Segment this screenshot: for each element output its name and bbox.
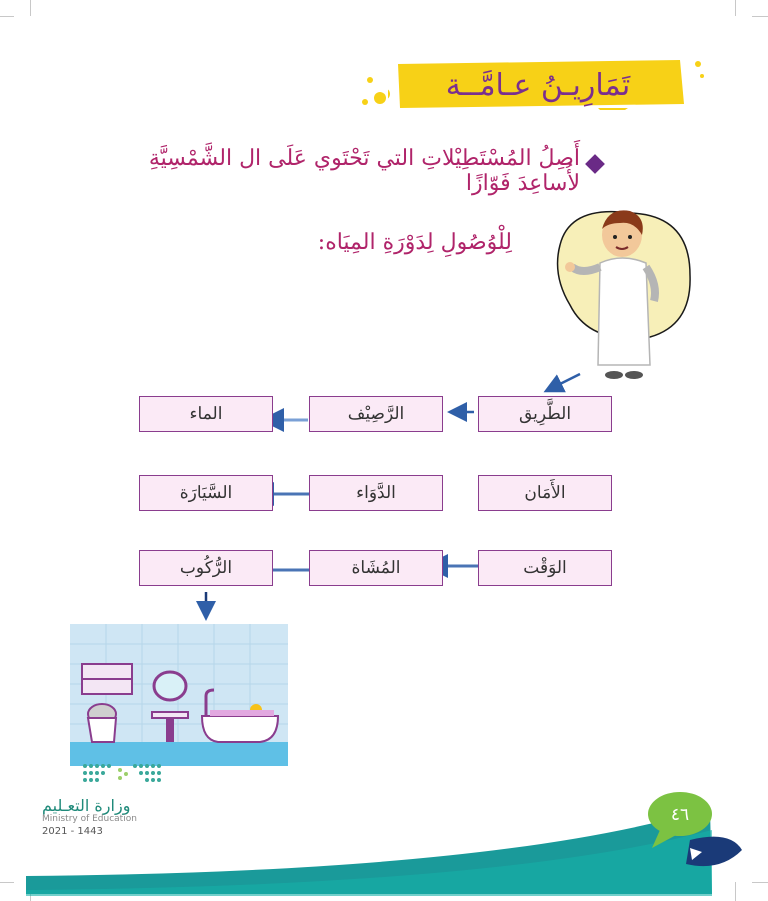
instruction-line-2: لِلْوُصُولِ لِدَوْرَةِ المِيَاه: bbox=[317, 230, 512, 255]
word-box-safety[interactable]: الأَمَان bbox=[478, 475, 612, 511]
page-title: تَمَارِيـنُ عـامَّــة bbox=[445, 67, 631, 103]
page-number-badge: ٤٦ bbox=[670, 805, 690, 825]
ministry-name-ar: وزارة التعـليم bbox=[42, 796, 131, 815]
word-box-medicine[interactable]: الدَّوَاء bbox=[309, 475, 443, 511]
word-box-car[interactable]: السَّيَارَة bbox=[139, 475, 273, 511]
word-box-time[interactable]: الوَقْت bbox=[478, 550, 612, 586]
ministry-logo-icon bbox=[80, 760, 170, 790]
word-box-road[interactable]: الطَّرِيق bbox=[478, 396, 612, 432]
ministry-name-en: Ministry of Education bbox=[42, 814, 137, 824]
word-box-sidewalk[interactable]: الرَّصِيْف bbox=[309, 396, 443, 432]
word-box-pedestrians[interactable]: المُشَاة bbox=[309, 550, 443, 586]
instruction-line-1: أَصِلُ المُسْتَطِيْلاتِ التي تَحْتَوي عَلَى ال الشَّمْسِيَّةِ لأُساعِدَ فَوّازًا bbox=[148, 146, 580, 196]
edition-year: 2021 - 1443 bbox=[42, 826, 103, 837]
word-box-riding[interactable]: الرُّكُوب bbox=[139, 550, 273, 586]
word-box-water[interactable]: الماء bbox=[139, 396, 273, 432]
bathroom-illustration bbox=[70, 624, 288, 766]
